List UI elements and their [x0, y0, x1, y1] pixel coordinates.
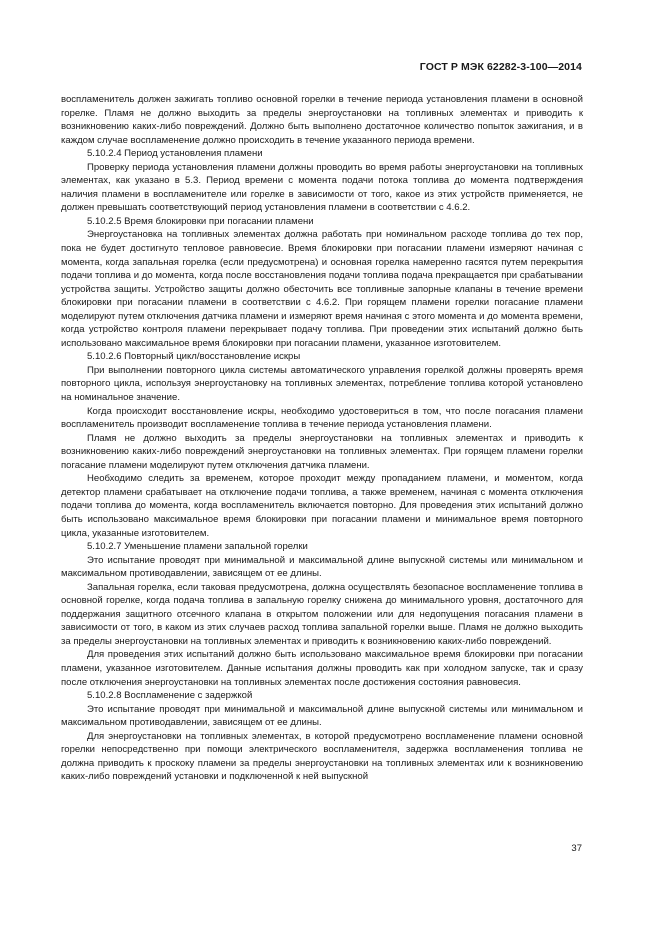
page-number: 37 — [571, 843, 582, 854]
section-heading: 5.10.2.7 Уменьшение пламени запальной горелки — [87, 541, 308, 553]
paragraph: Это испытание проводят при минимальной и максимальной длине выпускной системы или минимальном и максимальном противодавлении, зависящем от ее длины. — [61, 703, 583, 729]
section-heading: 5.10.2.4 Период установления пламени — [87, 148, 263, 160]
paragraph: Необходимо следить за временем, которое проходит между пропаданием пламени, и моментом, когда детектор пламени срабатывает на отключение подачи топлива, а также временем, начиная с момента отключения подачи топлива до момента, когда воспламенитель включается повторно. Для проведения этих испытаний должно быть использовано максимальное время блокировки при погасании пламени и минимальное время повторного цикла, указанные изготовителем. — [61, 473, 583, 539]
paragraph: Когда происходит восстановление искры, необходимо удостовериться в том, что после погасания пламени воспламенитель производит воспламенение топлива в течение периода установления пламени. — [61, 405, 583, 431]
paragraph: Запальная горелка, если таковая предусмотрена, должна осуществлять безопасное воспламенение топлива в основной горелке, когда подача топлива в запальную горелку снижена до минимального уровня, достаточного для поддержания защитного отсечного клапана в открытом положении или для недопущения погасания пламени в зависимости от того, в каком из этих случаев расход топлива запальной горелки выше. Пламя не должно выходить за пределы энергоустановки на топливных элементах и приводить к возникновению каких-либо повреждений. — [61, 581, 583, 647]
body-text — [61, 93, 583, 784]
paragraph: При выполнении повторного цикла системы автоматического управления горелкой должны проверять время повторного цикла, используя энергоустановку на топливных элементах, потребление топлива которой установлено на номинальное значение. — [61, 364, 583, 404]
paragraph: Энергоустановка на топливных элементах должна работать при номинальном расходе топлива до тех пор, пока не будет достигнуто тепловое равновесие. Время блокировки при погасании пламени измеряют начиная с момента, когда запальная горелка (если предусмотрена) и основная горелка намеренно гасятся путем перекрытия подачи топлива и до момента, когда после восстановления подачи топлива подача прекращается при срабатывании устройства защиты. Устройство защиты должно обесточить все топливные запорные клапаны в течение времени блокировки при погасании пламени в соответствии с 4.6.2. При горящем пламени горелки погасание пламени моделируют путем отключения датчика пламени и измеряют время начиная с этого момента и до момента времени, когда устройство контроля пламени перекрывает подачу топлива. При проведении этих испытаний должно быть использовано максимальное время блокировки при погасании пламени, указанное изготовителем. — [61, 229, 583, 349]
paragraph: Для энергоустановки на топливных элементах, в которой предусмотрено воспламенение пламени основной горелки непосредственно при помощи электрического воспламенителя, задержка воспламенения топлива не должна приводить к проскоку пламени за пределы энергоустановки на топливных элементах или к возникновению каких-либо повреждений установки и подключенной к ней выпускной — [61, 730, 583, 783]
paragraph: Для проведения этих испытаний должно быть использовано максимальное время блокировки при погасании пламени, указанное изготовителем. Данные испытания должны проводить как при холодном запуске, так и сразу после отключения энергоустановки на топливных элементах после достижения состояния равновесия. — [61, 649, 583, 688]
section-heading: 5.10.2.6 Повторный цикл/восстановление искры — [87, 351, 301, 363]
section-heading: 5.10.2.5 Время блокировки при погасании пламени — [87, 215, 314, 227]
paragraph: Это испытание проводят при минимальной и максимальной длине выпускной системы или минимальном и максимальном противодавлении, зависящем от ее длины. — [61, 554, 583, 580]
paragraph: Пламя не должно выходить за пределы энергоустановки на топливных элементах и приводить к возникновению каких-либо повреждений энергоустановки на топливных элементах. При горящем пламени горелки погасание пламени моделируют путем отключения датчика пламени. — [61, 432, 583, 471]
paragraph: воспламенитель должен зажигать топливо основной горелки в течение периода установления пламени в основной горелке. Пламя не должно выходить за пределы энергоустановки на топливных элементах и приводить к возникновению каких-либо повреждений. Должно быть выполнено достаточное количество попыток зажигания, и в каждом случае воспламенение должно происходить в течение указанного периода времени. — [61, 94, 583, 146]
running-header: ГОСТ Р МЭК 62282-3-100—2014 — [419, 61, 582, 73]
section-heading: 5.10.2.8 Воспламенение с задержкой — [87, 690, 253, 702]
paragraph: Проверку периода установления пламени должны проводить во время работы энергоустановки на топливных элементах, как указано в 5.3. Период времени с момента подачи потока топлива до момента подтверждения наличия пламени в воспламенителе или горелке в зависимости от того, какое из этих устройств применяется, не должен превышать соответствующий период установления пламени в соответствии с 4.6.2. — [61, 161, 583, 214]
